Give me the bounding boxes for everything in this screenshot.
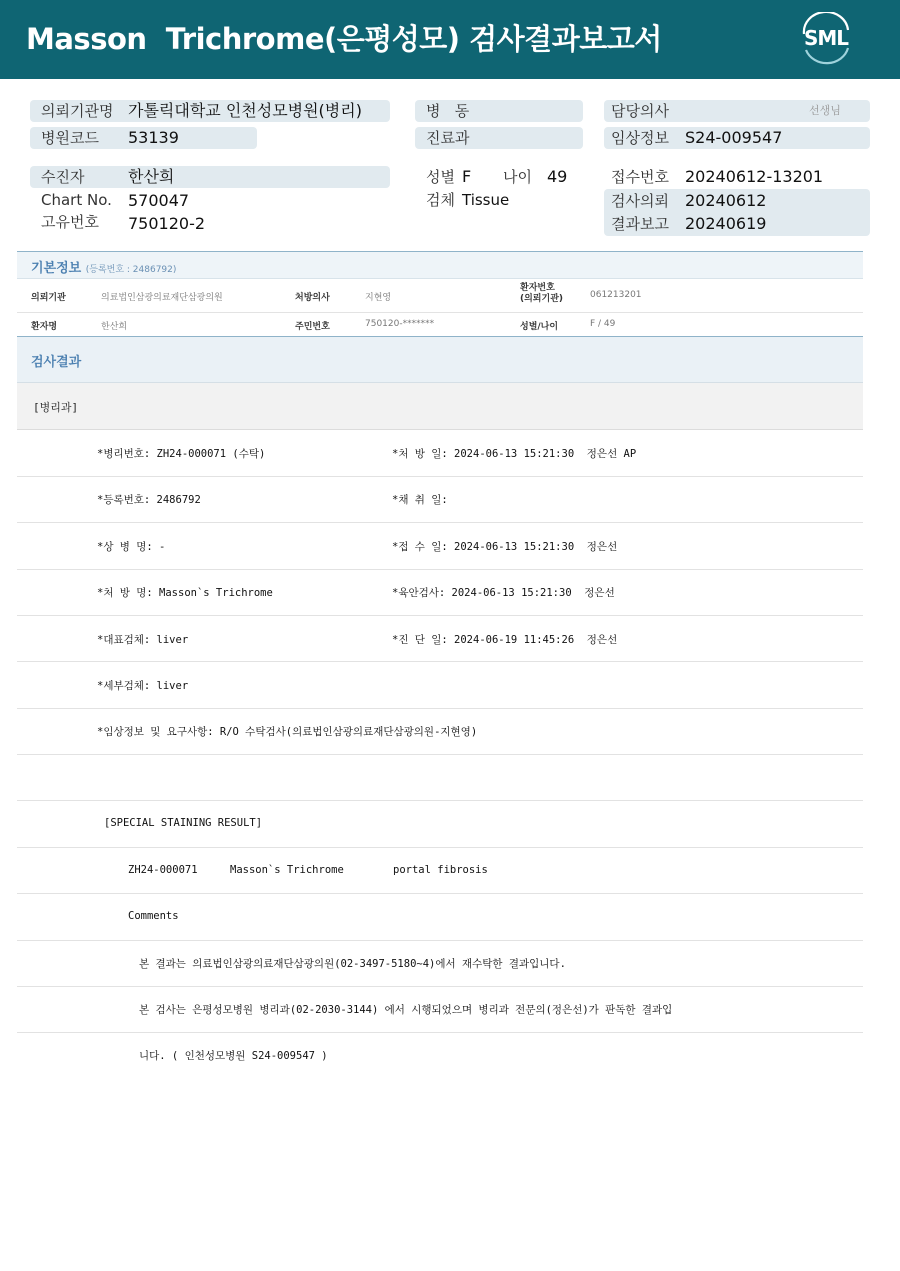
basic-row-separator (17, 312, 863, 313)
row-divider (17, 569, 863, 570)
sml-logo (796, 12, 856, 68)
row-divider (17, 661, 863, 662)
path-no: *병리번호: ZH24-000071 (수탁) (97, 448, 266, 460)
result-title: 검사결과 (31, 355, 82, 370)
chart-no-label: Chart No. (41, 191, 112, 209)
report-title: Masson Trichrome(은평성모) 검사결과보고서 (26, 22, 662, 56)
request-value: 20240612 (685, 191, 767, 210)
presc-value: 지현영 (365, 293, 392, 303)
disease-name: *상 병 명: - (97, 541, 166, 553)
sex-label: 성별 (426, 168, 455, 186)
inst-value: 의료법인삼광의료재단삼광의원 (101, 293, 223, 303)
pt-no-label-1: 환자번호 (520, 283, 555, 293)
note-line-2: 본 검사는 은평성모병원 병리과(02-2030-3144) 에서 시행되었으며 병리과 전문의(정은선)가 판독한 결과입 (139, 1004, 673, 1016)
collect-date: *채 취 일: (392, 494, 448, 506)
presc-label: 처방의사 (295, 293, 330, 303)
row-divider (17, 893, 863, 894)
order-name: *처 방 명: Masson`s Trichrome (97, 587, 273, 599)
uid-value: 750120-2 (128, 214, 206, 233)
row-divider (17, 708, 863, 709)
result-header (17, 337, 863, 383)
note-line-3: 니다. ( 인천성모병원 S24-009547 ) (139, 1050, 328, 1062)
doctor-label: 담당의사 (611, 102, 669, 120)
sub-specimen: *세부검체: liver (97, 680, 189, 692)
dept-bar (17, 383, 863, 430)
clinical-label: 임상정보 (611, 129, 669, 147)
diag-date: *진 단 일: 2024-06-19 11:45:26 정은선 (392, 634, 618, 646)
pt-no-label-2: (의뢰기관) (520, 294, 564, 304)
special-staining-title: [SPECIAL STAINING RESULT] (104, 817, 263, 829)
receipt-value: 20240612-13201 (685, 167, 824, 186)
order-date: *처 방 일: 2024-06-13 15:21:30 정은선 AP (392, 448, 637, 460)
request-label: 검사의뢰 (611, 192, 669, 210)
row-divider (17, 847, 863, 848)
row-divider (17, 522, 863, 523)
note-line-1: 본 결과는 의료법인삼광의료재단삼광의원(02-3497-5180~4)에서 재수탁한 결과입니다. (139, 958, 566, 970)
stain-name: Masson`s Trichrome (230, 864, 344, 876)
sexage-value: F / 49 (590, 319, 616, 329)
row-divider (17, 476, 863, 477)
basic-info-header (17, 252, 863, 279)
pt-no-label (520, 283, 563, 305)
name-value: 한산희 (101, 322, 128, 332)
row-divider (17, 940, 863, 941)
stain-no: ZH24-000071 (128, 864, 198, 876)
uid-label: 고유번호 (41, 213, 99, 231)
report-label: 결과보고 (611, 215, 669, 233)
reg-no: *등록번호: 2486792 (97, 494, 201, 506)
receipt-label: 접수번호 (611, 168, 669, 186)
report-header (0, 0, 900, 79)
row-divider (17, 1032, 863, 1033)
rrn-value: 750120-******* (365, 319, 435, 329)
specimen-label: 검체 (426, 191, 455, 209)
report-value: 20240619 (685, 214, 767, 233)
inst-label: 의뢰기관 (31, 293, 66, 303)
patient-value: 한산희 (128, 167, 175, 186)
gross-exam: *육안검사: 2024-06-13 15:21:30 정은선 (392, 587, 615, 599)
name-label: 환자명 (31, 322, 58, 332)
specimen-value: Tissue (462, 191, 510, 209)
sex-value: F (462, 167, 472, 186)
hospital-code-label: 병원코드 (41, 129, 99, 147)
stain-result: portal fibrosis (393, 864, 488, 876)
hospital-code-value: 53139 (128, 128, 179, 147)
rrn-label: 주민번호 (295, 322, 330, 332)
age-value: 49 (547, 167, 568, 186)
clinical-request: *임상정보 및 요구사항: R/O 수탁검사(의료법인삼광의료재단삼광의원-지현영) (97, 726, 478, 738)
doctor-suffix: 선생님 (809, 104, 841, 117)
patient-label: 수진자 (41, 168, 85, 186)
clinical-value: S24-009547 (685, 128, 783, 147)
dept-label: 진료과 (426, 129, 470, 147)
age-label: 나이 (503, 168, 532, 186)
pt-no-value: 061213201 (590, 290, 642, 300)
comments-label: Comments (128, 910, 179, 922)
main-specimen: *대표검체: liver (97, 634, 189, 646)
chart-no-value: 570047 (128, 191, 190, 210)
basic-info-title-text: 기본정보 (31, 261, 82, 276)
ward-label: 병 동 (426, 102, 470, 120)
receive-date: *접 수 일: 2024-06-13 15:21:30 정은선 (392, 541, 618, 553)
row-divider (17, 986, 863, 987)
row-divider (17, 800, 863, 801)
basic-info-title (31, 257, 176, 276)
basic-info-reg: (등록번호 : 2486792) (85, 265, 177, 275)
institution-label: 의뢰기관명 (41, 102, 114, 120)
basic-info-box (17, 251, 863, 337)
row-divider (17, 754, 863, 755)
logo-text: SML (803, 26, 849, 50)
sexage-label: 성별/나이 (520, 322, 559, 332)
dept-text: [병리과] (33, 401, 79, 414)
institution-value: 가톨릭대학교 인천성모병원(병리) (128, 101, 362, 120)
row-divider (17, 615, 863, 616)
